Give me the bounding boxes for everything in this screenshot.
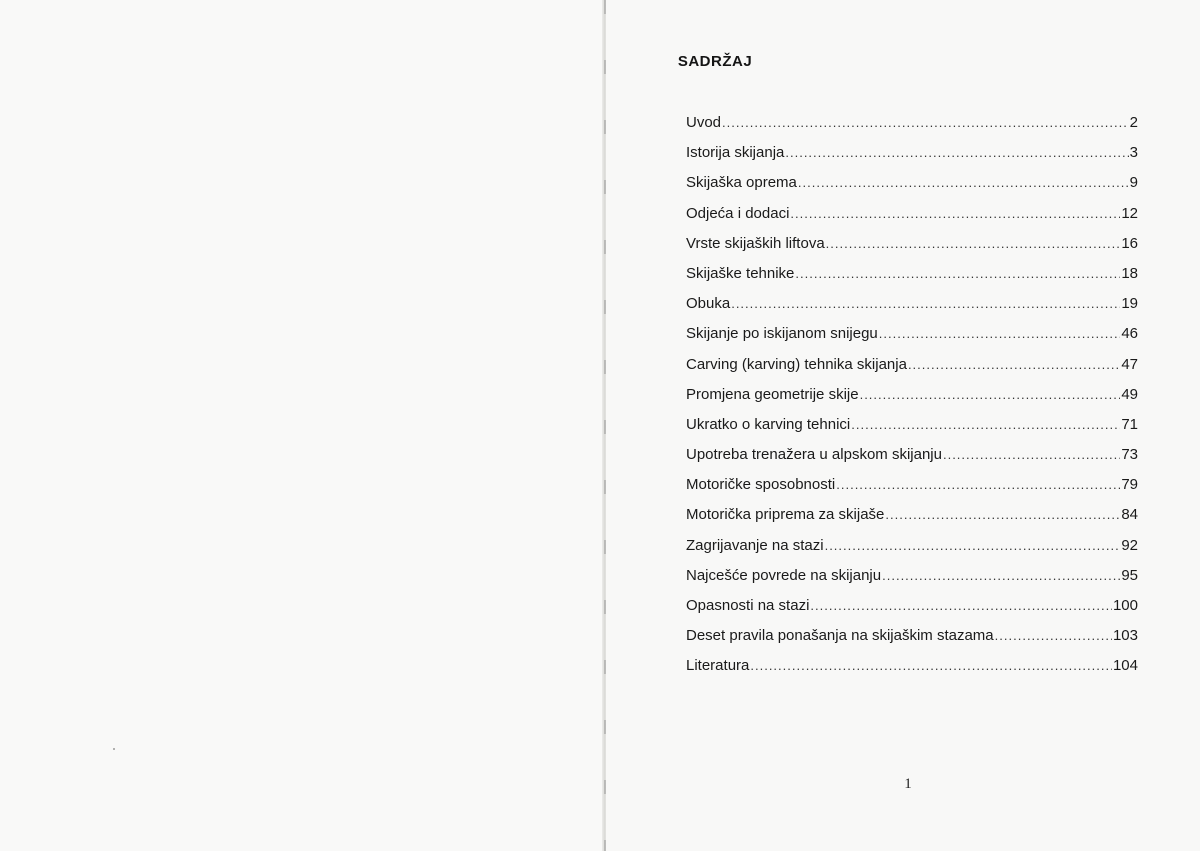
toc-entry-page: 84 xyxy=(1121,506,1138,524)
toc-entry-title: Motoričke sposobnosti xyxy=(686,476,836,494)
toc-entry-page: 19 xyxy=(1121,295,1138,313)
dot-leader xyxy=(836,477,1120,492)
dot-leader xyxy=(943,447,1120,462)
toc-entry-title: Ukratko o karving tehnici xyxy=(686,415,851,433)
toc-entry-title: Literatura xyxy=(686,657,750,675)
dot-leader xyxy=(731,296,1120,311)
dot-leader xyxy=(851,417,1120,432)
toc-entry xyxy=(686,446,1138,476)
toc-entry-title: Vrste skijaških liftova xyxy=(686,234,825,252)
toc-entry-page: 3 xyxy=(1129,144,1138,162)
toc-entry-page: 16 xyxy=(1121,234,1138,252)
dot-leader xyxy=(790,206,1120,221)
toc-entry-page: 103 xyxy=(1112,627,1138,645)
toc-entry xyxy=(686,567,1138,597)
toc-entry xyxy=(686,144,1138,174)
toc-entry xyxy=(686,114,1138,144)
toc-entry-title: Skijaška oprema xyxy=(686,174,797,192)
dot-leader xyxy=(826,236,1121,251)
table-of-contents xyxy=(686,114,1138,688)
toc-entry-page: 79 xyxy=(1121,476,1138,494)
toc-entry xyxy=(686,537,1138,567)
toc-entry-title: Najcešće povrede na skijanju xyxy=(686,566,882,584)
dot-leader xyxy=(879,326,1121,341)
toc-entry-title: Uvod xyxy=(686,114,722,131)
toc-entry xyxy=(686,325,1138,355)
toc-entry-title: Motorička priprema za skijaše xyxy=(686,506,885,524)
toc-entry xyxy=(686,174,1138,204)
toc-entry xyxy=(686,476,1138,506)
toc-entry-title: Obuka xyxy=(686,295,731,313)
toc-entry-page: 100 xyxy=(1112,597,1138,614)
toc-entry-title: Zagrijavanje na stazi xyxy=(686,536,824,554)
toc-entry-page: 46 xyxy=(1121,325,1138,343)
toc-entry xyxy=(686,506,1138,536)
dot-leader xyxy=(908,357,1120,372)
toc-entry-page: 9 xyxy=(1129,174,1138,192)
toc-entry-page: 104 xyxy=(1112,657,1138,675)
toc-entry-title: Opasnosti na stazi xyxy=(686,597,810,614)
toc-entry-page: 92 xyxy=(1121,536,1138,554)
toc-entry xyxy=(686,356,1138,386)
dot-leader xyxy=(810,598,1112,613)
dot-leader xyxy=(860,387,1121,402)
dot-leader xyxy=(995,628,1112,643)
dot-leader xyxy=(722,115,1129,130)
toc-entry-page: 71 xyxy=(1121,415,1138,433)
toc-entry-title: Upotreba trenažera u alpskom skijanju xyxy=(686,446,942,464)
toc-entry xyxy=(686,597,1138,627)
toc-entry-page: 95 xyxy=(1121,566,1138,584)
dot-leader xyxy=(825,538,1121,553)
toc-entry-page: 2 xyxy=(1129,114,1138,131)
toc-heading: SADRŽAJ xyxy=(677,53,753,70)
toc-entry xyxy=(686,627,1138,657)
toc-entry-title: Deset pravila ponašanja na skijaškim stazama xyxy=(686,627,994,645)
toc-entry-title: Skijanje po iskijanom snijegu xyxy=(686,325,878,343)
toc-entry xyxy=(686,416,1138,446)
toc-entry xyxy=(686,265,1138,295)
dot-leader xyxy=(750,658,1112,673)
toc-entry-page: 12 xyxy=(1121,204,1138,222)
toc-entry-title: Promjena geometrije skije xyxy=(686,385,859,403)
toc-entry-page: 49 xyxy=(1121,385,1138,403)
dot-leader xyxy=(882,568,1120,583)
paper-speck xyxy=(113,748,115,750)
toc-entry xyxy=(686,657,1138,687)
toc-entry-title: Istorija skijanja xyxy=(686,144,785,162)
dot-leader xyxy=(885,507,1120,522)
page-number: 1 xyxy=(904,776,912,792)
dot-leader xyxy=(798,175,1129,190)
toc-entry-page: 18 xyxy=(1121,264,1138,282)
toc-entry xyxy=(686,386,1138,416)
dot-leader xyxy=(795,266,1120,281)
toc-entry xyxy=(686,295,1138,325)
toc-entry-title: Odjeća i dodaci xyxy=(686,204,790,222)
toc-entry xyxy=(686,205,1138,235)
dot-leader xyxy=(785,145,1128,160)
toc-entry-title: Carving (karving) tehnika skijanja xyxy=(686,355,907,373)
toc-entry xyxy=(686,235,1138,265)
toc-entry-page: 73 xyxy=(1121,446,1138,464)
toc-entry-title: Skijaške tehnike xyxy=(686,264,795,282)
toc-entry-page: 47 xyxy=(1121,355,1138,373)
